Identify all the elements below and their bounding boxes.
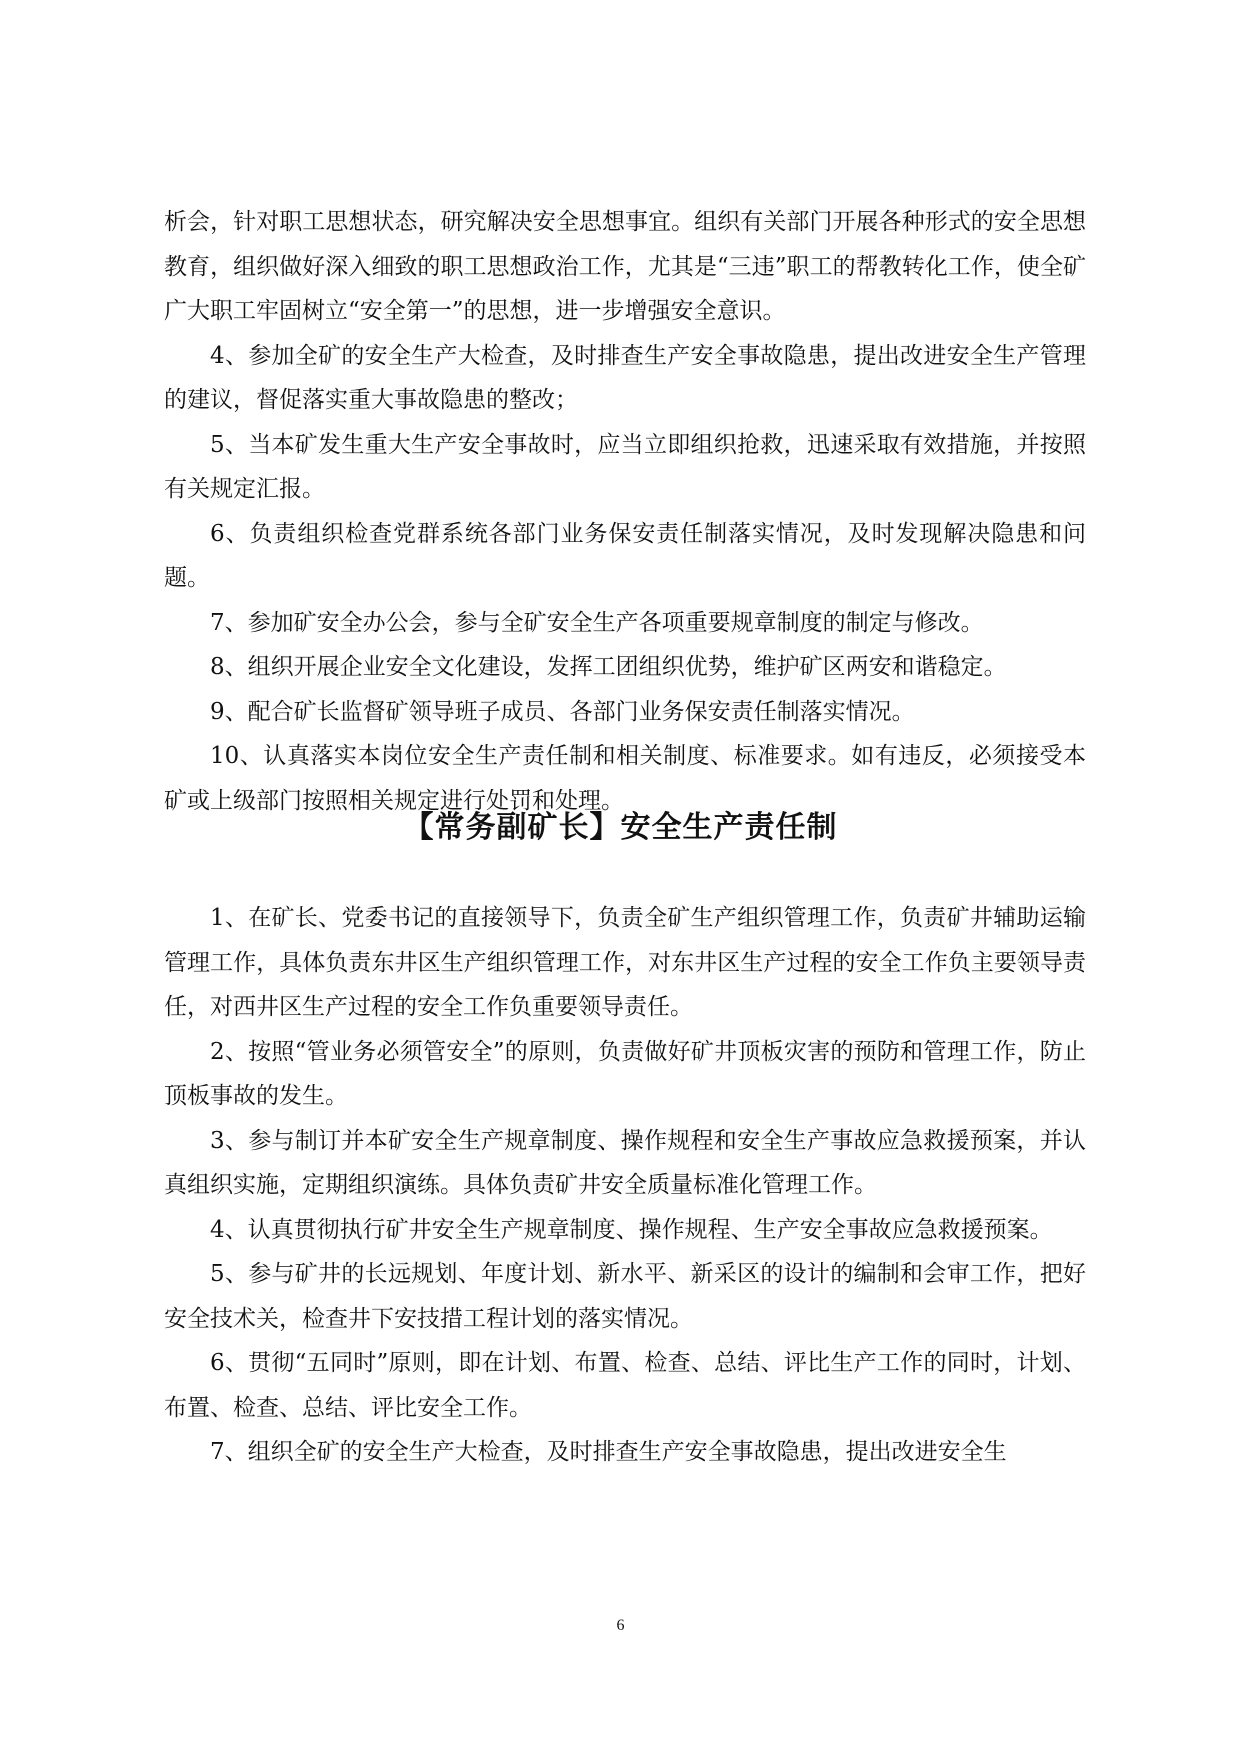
duty-item-5: 5、当本矿发生重大生产安全事故时，应当立即组织抢救，迅速采取有效措施，并按照有关规定汇报。	[164, 431, 1086, 502]
duty-item-4: 4、认真贯彻执行矿井安全生产规章制度、操作规程、生产安全事故应急救援预案。	[210, 1216, 1053, 1243]
duty-item-7: 7、组织全矿的安全生产大检查，及时排查生产安全事故隐患，提出改进安全生	[210, 1439, 1007, 1465]
duty-item-6: 6、负责组织检查党群系统各部门业务保安责任制落实情况，及时发现解决隐患和问题。	[164, 520, 1086, 591]
duty-item-3: 3、参与制订并本矿安全生产规章制度、操作规程和安全生产事故应急救援预案，并认真组织实施，定期组织演练。具体负责矿井安全质量标准化管理工作。	[164, 1127, 1086, 1198]
duty-item-5: 5、参与矿井的长远规划、年度计划、新水平、新采区的设计的编制和会审工作，把好安全技术关，检查井下安技措工程计划的落实情况。	[164, 1261, 1086, 1332]
duty-item-4: 4、参加全矿的安全生产大检查，及时排查生产安全事故隐患，提出改进安全生产管理的建议，督促落实重大事故隐患的整改；	[164, 342, 1086, 413]
duty-item-9: 9、配合矿长监督矿领导班子成员、各部门业务保安责任制落实情况。	[210, 698, 915, 725]
page-number: 6	[616, 1617, 625, 1634]
duty-item-2: 2、按照“管业务必须管安全”的原则，负责做好矿井顶板灾害的预防和管理工作，防止顶板事故的发生。	[164, 1038, 1086, 1109]
deputy-mine-manager-duties-section	[164, 896, 1086, 1475]
duty-item-7: 7、参加矿安全办公会，参与全矿安全生产各项重要规章制度的制定与修改。	[210, 609, 984, 636]
continued-duties-section	[164, 200, 1086, 823]
duty-item-1: 1、在矿长、党委书记的直接领导下，负责全矿生产组织管理工作，负责矿井辅助运输管理工作，具体负责东井区生产组织管理工作，对东井区生产过程的安全工作负主要领导责任，对西井区生产过程的安全工作负重要领导责任。	[164, 905, 1086, 1020]
duty-item-8: 8、组织开展企业安全文化建设，发挥工团组织优势，维护矿区两安和谐稳定。	[210, 654, 1007, 680]
duty-item-6: 6、贯彻“五同时”原则，即在计划、布置、检查、总结、评比生产工作的同时，计划、布置、检查、总结、评比安全工作。	[164, 1350, 1086, 1421]
section-heading: 【常务副矿长】安全生产责任制	[403, 810, 838, 845]
paragraph-continuation: 析会，针对职工思想状态，研究解决安全思想事宜。组织有关部门开展各种形式的安全思想教育，组织做好深入细致的职工思想政治工作，尤其是“三违”职工的帮教转化工作，使全矿广大职工牢固树立“安全第一”的思想，进一步增强安全意识。	[164, 209, 1086, 324]
duty-item-10: 10、认真落实本岗位安全生产责任制和相关制度、标准要求。如有违反，必须接受本矿或上级部门按照相关规定进行处罚和处理。	[164, 743, 1086, 814]
